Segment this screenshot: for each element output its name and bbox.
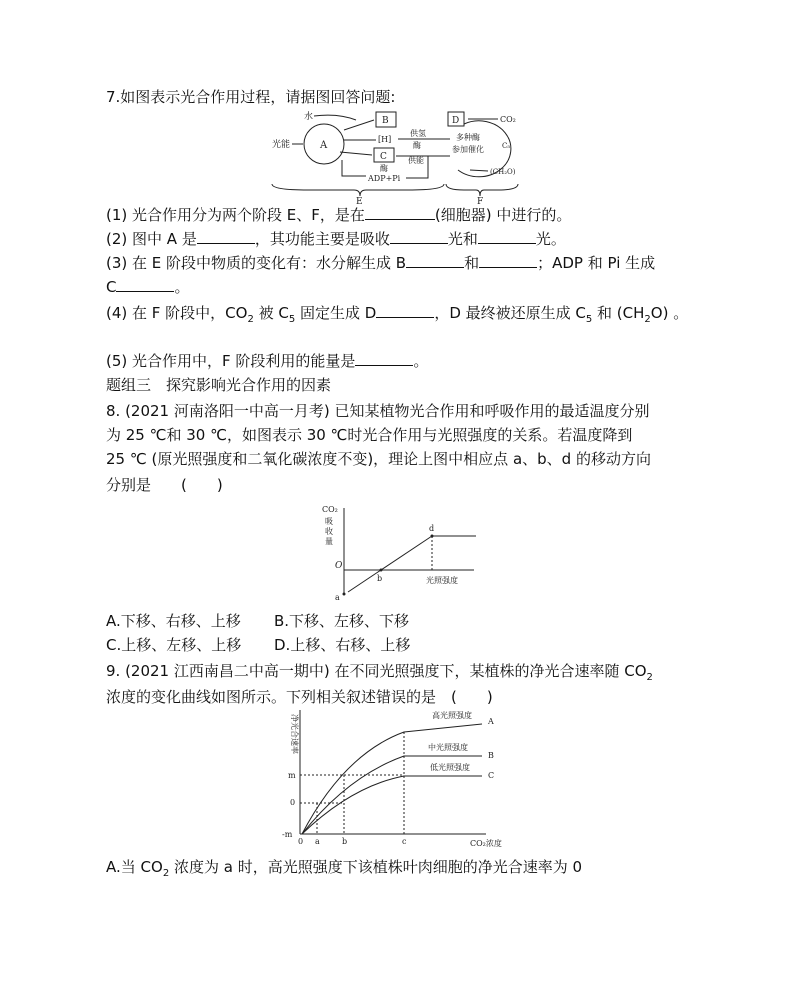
- q9-xtick-c: c: [402, 837, 407, 846]
- diagram-label-c5: C₅: [502, 142, 511, 150]
- diagram-label-H: [H]: [378, 135, 392, 144]
- answer-blank[interactable]: [478, 229, 536, 244]
- diagram-label-adp: ADP+Pi: [368, 174, 401, 183]
- answer-blank[interactable]: [365, 205, 435, 220]
- q9-label-high: 高光照强度: [432, 711, 472, 720]
- q8-ylabel-3: 量: [325, 537, 333, 546]
- q8-label-a: a: [335, 593, 340, 602]
- q8-option-A[interactable]: A.下移、右移、上移: [106, 612, 241, 630]
- q9-curve-low: [302, 776, 482, 834]
- diagram-label-light: 光能: [272, 140, 291, 150]
- q9-label-A: A: [488, 717, 494, 726]
- diagram-label-A: A: [320, 140, 328, 151]
- diagram-label-co2: CO₂: [500, 115, 516, 124]
- q8-xlabel: 光照强度: [426, 576, 458, 585]
- q9-tick-m: m: [288, 771, 296, 780]
- diagram-label-E: E: [356, 197, 363, 204]
- q7-sub3-cont: C 。: [106, 278, 190, 296]
- q8-label-d: d: [429, 524, 435, 533]
- diagram-label-C: C: [380, 152, 387, 162]
- q9-xlabel: CO₂浓度: [470, 839, 502, 848]
- q8-line1: 8. (2021 河南洛阳一中高一月考) 已知某植物光合作用和呼吸作用的最适温度分别: [106, 402, 650, 420]
- q8-line2: 为 25 ℃和 30 ℃，如图表示 30 ℃时光合作用与光照强度的关系。若温度降到: [106, 426, 633, 444]
- q8-line4: 分别是 ( ): [106, 476, 223, 494]
- answer-blank[interactable]: [376, 303, 434, 318]
- q8-line3: 25 ℃ (原光照强度和二氧化碳浓度不变)，理论上图中相应点 a、b、d 的移动方向: [106, 450, 651, 468]
- answer-blank[interactable]: [406, 253, 464, 268]
- q9-tick-negm: -m: [282, 830, 293, 839]
- diagram-label-supply-energy: 供能: [408, 156, 424, 165]
- q9-xtick-a: a: [315, 837, 320, 846]
- q9-label-C: C: [488, 771, 495, 780]
- q8-label-b: b: [377, 574, 383, 583]
- q9-line1: 9. (2021 江西南昌二中高一期中) 在不同光照强度下，某植株的净光合速率随 $CO_2$: [106, 662, 653, 683]
- answer-blank[interactable]: [479, 253, 537, 268]
- q8-curve-rise: [348, 536, 432, 592]
- q8-origin: O: [335, 561, 343, 571]
- diagram-label-multi-enzyme2: 参加催化: [452, 145, 484, 154]
- q9-label-B: B: [488, 751, 494, 760]
- answer-blank[interactable]: [390, 229, 448, 244]
- q9-chart: [272, 706, 508, 848]
- q9-ylabel: 净光合速率: [290, 714, 299, 754]
- diagram-label-water: 水: [304, 112, 314, 122]
- q7-sub2: (2) 图中 A 是 ，其功能主要是吸收 光和 光。: [106, 230, 566, 248]
- q8-ylabel-1: 吸: [325, 517, 333, 526]
- q8-chart: [300, 502, 490, 602]
- diagram-label-supply-h: 供氢: [410, 129, 426, 138]
- q9-option-A[interactable]: A.当 $CO_2$ 浓度为 a 时，高光照强度下该植株叶肉细胞的净光合速率为 0: [106, 858, 583, 879]
- photosynthesis-diagram: [268, 108, 530, 204]
- answer-blank[interactable]: [355, 351, 413, 366]
- q9-label-mid: 中光照强度: [428, 743, 468, 752]
- q8-point-b: [380, 569, 383, 572]
- q7-sub4: (4) 在 F 阶段中，$CO_2$ 被 $C_5$ 固定生成 D ，D 最终被还原生成 $C_5$ 和 $(CH_2O)$ 。: [106, 304, 689, 325]
- q8-point-a: [343, 593, 346, 596]
- diagram-label-multi-enzyme1: 多种酶: [456, 133, 480, 142]
- q7-sub1: (1) 光合作用分为两个阶段 E、F，是在 (细胞器) 中进行的。: [106, 206, 572, 224]
- q8-ylabel-0: CO₂: [322, 505, 338, 514]
- q9-xtick-b: b: [342, 837, 348, 846]
- q8-option-D[interactable]: D.上移、右移、上移: [274, 636, 411, 654]
- diagram-label-B: B: [382, 116, 389, 126]
- diagram-label-ch2o: (CH₂O): [490, 168, 516, 176]
- diagram-label-enzyme2: 酶: [380, 164, 388, 173]
- q7-sub5: (5) 光合作用中，F 阶段利用的能量是 。: [106, 352, 429, 370]
- answer-blank[interactable]: [116, 277, 174, 292]
- q8-ylabel-2: 收: [325, 527, 333, 536]
- q7-sub3: (3) 在 E 阶段中物质的变化有：水分解生成 B 和 ；ADP 和 Pi 生成: [106, 254, 656, 272]
- q9-tick-zero: 0: [290, 798, 296, 807]
- section-heading: 题组三 探究影响光合作用的因素: [106, 376, 332, 394]
- q8-option-C[interactable]: C.上移、左移、上移: [106, 636, 242, 654]
- diagram-label-F: F: [477, 197, 484, 204]
- diagram-label-enzyme1: 酶: [413, 141, 421, 150]
- q8-option-B[interactable]: B.下移、左移、下移: [274, 612, 410, 630]
- q9-label-low: 低光照强度: [430, 763, 470, 772]
- q7-title: 7.如图表示光合作用过程，请据图回答问题:: [106, 88, 396, 106]
- q9-line2: 浓度的变化曲线如图所示。下列相关叙述错误的是 ( ): [106, 688, 493, 706]
- answer-blank[interactable]: [197, 229, 255, 244]
- q8-point-d: [431, 535, 434, 538]
- diagram-label-D: D: [452, 116, 460, 126]
- q9-xtick-0: 0: [298, 837, 304, 846]
